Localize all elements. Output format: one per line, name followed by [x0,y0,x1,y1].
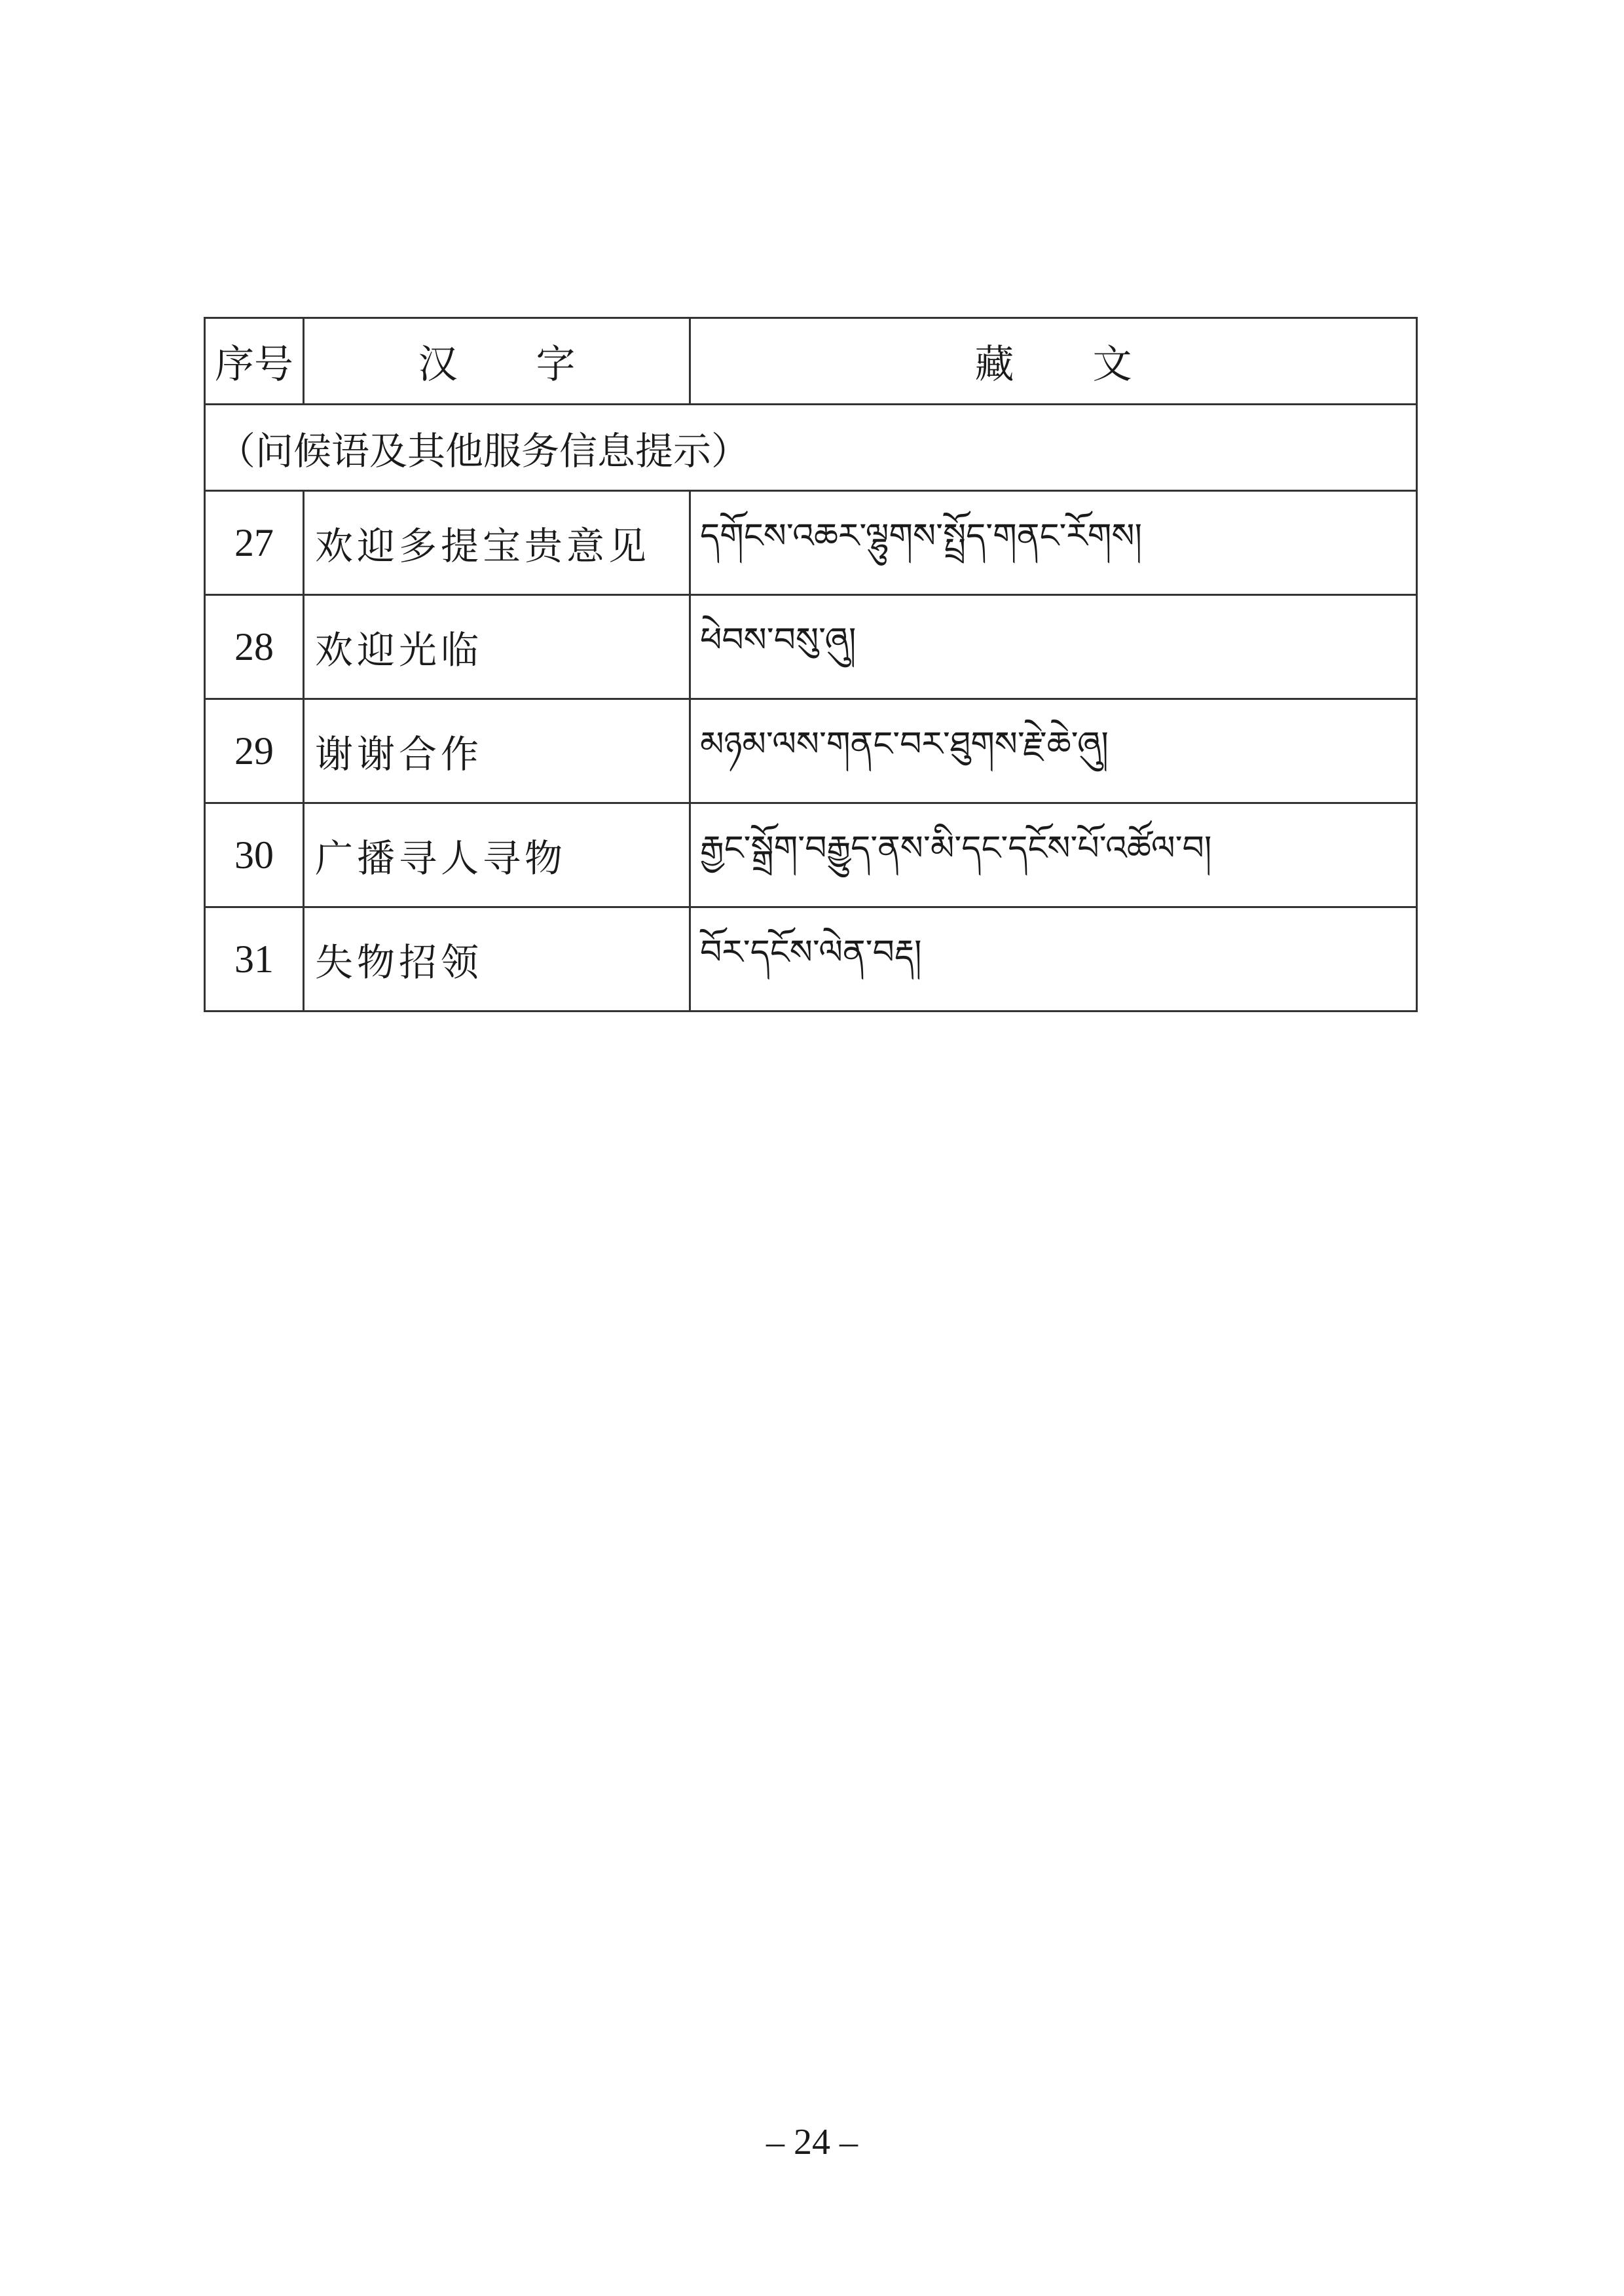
header-chinese: 汉 字 [304,318,690,405]
row-chinese: 失物招领 [304,907,690,1011]
section-row [205,405,1417,491]
vocabulary-table [204,317,1418,1012]
row-number: 29 [205,699,304,803]
table-header-row [205,318,1417,405]
table-row [205,595,1417,699]
row-tibetan: དགོངས་འཆར་ལྷུགས་སྤྲོད་གནང་རོགས། [690,491,1417,595]
header-serial-number: 序号 [205,318,304,405]
row-chinese: 欢迎光临 [304,595,690,699]
table-row [205,803,1417,907]
row-number: 27 [205,491,304,595]
row-chinese: 谢谢合作 [304,699,690,803]
table-row [205,491,1417,595]
row-chinese: 广播寻人寻物 [304,803,690,907]
row-tibetan: ཕེབས་བསུ་ཞུ། [690,595,1417,699]
vocabulary-table-container [204,317,1416,1012]
table-row [205,907,1417,1011]
table-row [205,699,1417,803]
header-tibetan: 藏 文 [690,318,1417,405]
section-title: （问候语及其他服务信息提示） [205,405,1417,491]
row-tibetan: བོར་དངོས་ལེན་བརྡ། [690,907,1417,1011]
page-number: – 24 – [766,2122,858,2162]
row-number: 30 [205,803,304,907]
row-tibetan: རྒྱང་སྒྲོག་བརྒྱུད་ནས་མི་དང་དངོས་པོ་འཚོལ་བ། [690,803,1417,907]
row-number: 28 [205,595,304,699]
row-chinese: 欢迎多提宝贵意见 [304,491,690,595]
row-tibetan: མཉམ་ལས་གནང་བར་ཐུགས་རྗེ་ཆེ་ཞུ། [690,699,1417,803]
row-number: 31 [205,907,304,1011]
